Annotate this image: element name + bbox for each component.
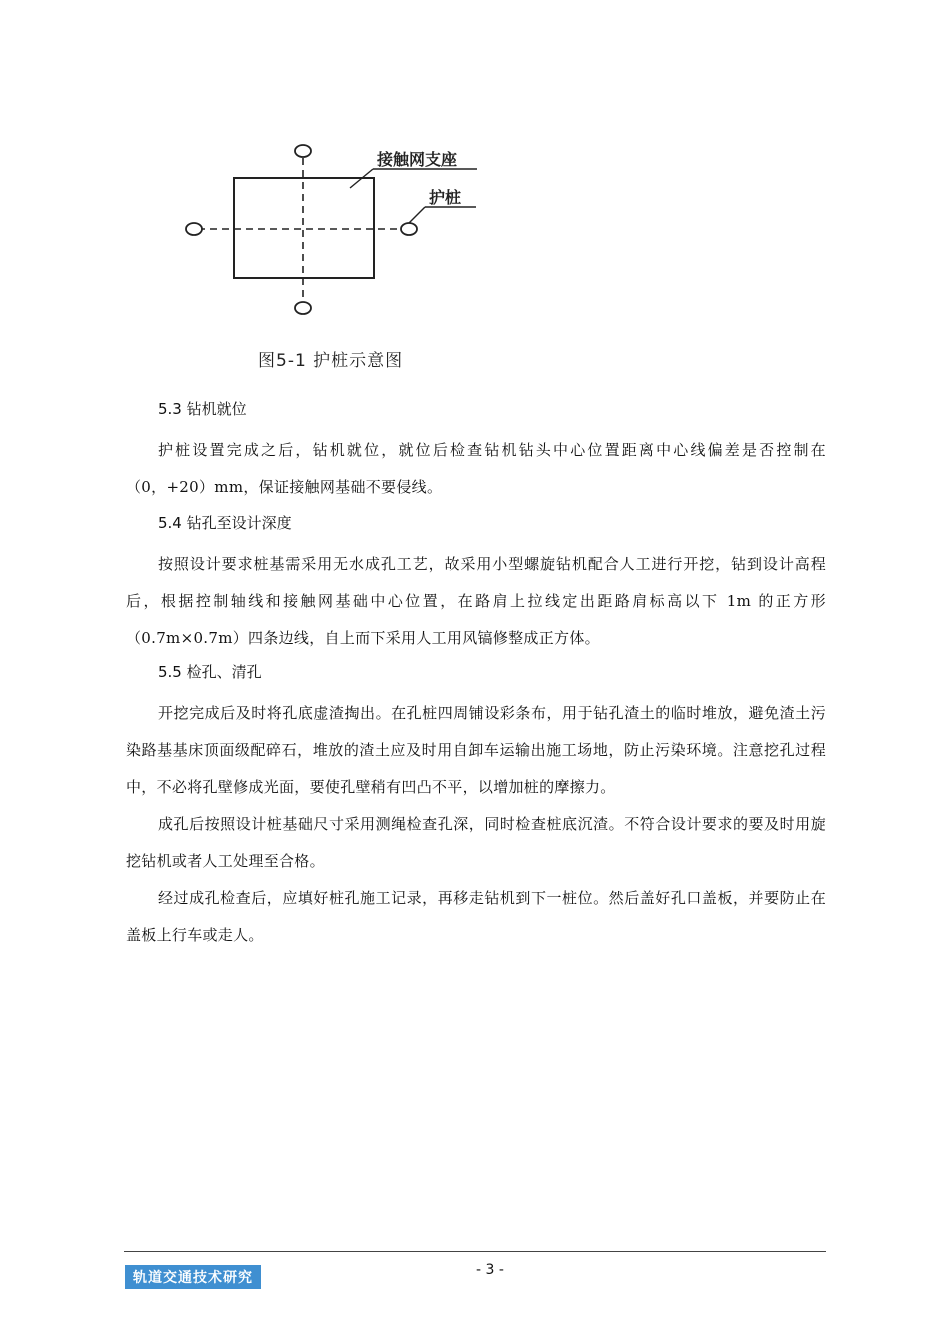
support-label: 接触网支座 (377, 150, 458, 169)
diagram-svg (180, 136, 510, 336)
paragraph: 护桩设置完成之后，钻机就位，就位后检查钻机钻头中心位置距离中心线偏差是否控制在（0，+20）mm，保证接触网基础不要侵线。 (126, 441, 826, 496)
paragraph: 经过成孔检查后，应填好桩孔施工记录，再移走钻机到下一桩位。然后盖好孔口盖板，并要防止在盖板上行车或走人。 (126, 889, 826, 944)
footer-divider (124, 1251, 826, 1252)
pile-label: 护桩 (429, 188, 462, 207)
section-heading: 5.3 钻机就位 (158, 400, 247, 418)
pile-marker-left (186, 223, 202, 235)
paragraph: 按照设计要求桩基需采用无水成孔工艺，故采用小型螺旋钻机配合人工进行开挖，钻到设计高程后，根据控制轴线和接触网基础中心位置，在路肩上拉线定出距路肩标高以下 1m 的正方形（0.7m×0.7m）四条边线，自上而下采用人工用风镐修整成正方体。 (126, 555, 826, 647)
paragraph: 开挖完成后及时将孔底虚渣掏出。在孔桩四周铺设彩条布，用于钻孔渣土的临时堆放，避免渣土污染路基基床顶面级配碎石，堆放的渣土应及时用自卸车运输出施工场地，防止污染环境。注意挖孔过程中，不必将孔壁修成光面，要使孔壁稍有凹凸不平，以增加桩的摩擦力。 (126, 704, 826, 796)
figure-caption: 图5-1 护桩示意图 (258, 351, 404, 371)
section-heading: 5.5 检孔、清孔 (158, 663, 262, 681)
paragraph: 成孔后按照设计桩基础尺寸采用测绳检查孔深，同时检查桩底沉渣。不符合设计要求的要及时用旋挖钻机或者人工处理至合格。 (126, 815, 826, 870)
pile-protection-diagram (180, 136, 510, 336)
section-heading: 5.4 钻孔至设计深度 (158, 514, 292, 532)
page-number: - 3 - (476, 1262, 504, 1278)
section-5-3 (126, 398, 826, 506)
pile-marker-right (401, 223, 417, 235)
support-rectangle (234, 178, 374, 278)
pile-marker-top (295, 145, 311, 157)
footer-logo: 轨道交通技术研究 (125, 1265, 261, 1289)
pile-marker-bottom (295, 302, 311, 314)
pile-leader-line (409, 207, 425, 223)
section-5-5 (126, 661, 826, 954)
section-5-4 (126, 512, 826, 657)
